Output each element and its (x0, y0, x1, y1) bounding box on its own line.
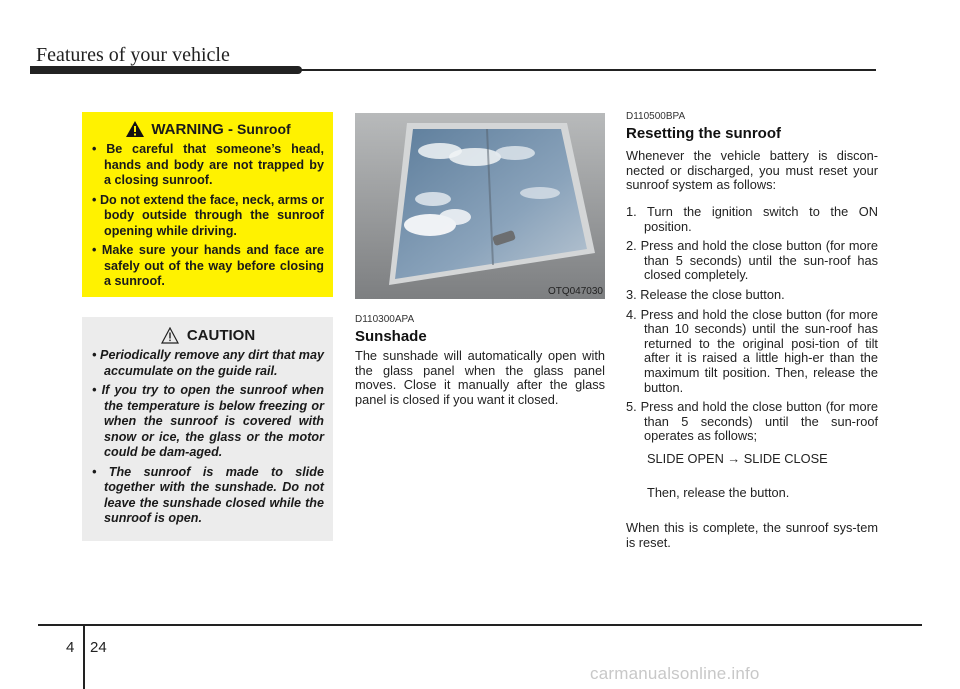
warning-subtitle: Sunroof (237, 121, 291, 137)
caution-header (92, 327, 324, 344)
warning-box (82, 112, 333, 297)
warning-item: • Make sure your hands and face are safely out of the way before closing a sunroof. (92, 243, 324, 290)
warning-item: • Be careful that someone’s head, hands and body are not trapped by a closing sunroof. (92, 142, 324, 189)
header-rule-thick (30, 66, 302, 74)
reset-heading: Resetting the sunroof (626, 125, 782, 142)
reset-step: 3. Release the close button. (626, 286, 785, 302)
warning-header (92, 120, 324, 138)
caution-item: • If you try to open the sunroof when the temperature is below freezing or when the sunroof is covered with snow or ice, the glass or the motor could be dam-aged. (92, 383, 324, 461)
sunshade-heading: Sunshade (355, 328, 427, 345)
release-instruction: Then, release the button. (647, 485, 790, 500)
page-header-title: Features of your vehicle (36, 44, 230, 66)
caution-triangle-icon (161, 327, 179, 344)
sunshade-code: D110300APA (355, 314, 415, 325)
caution-list (92, 348, 324, 527)
warning-item: • Do not extend the face, neck, arms or body outside through the sunroof opening while driving. (92, 193, 324, 240)
slide-sequence: SLIDE OPEN → SLIDE CLOSE (647, 451, 828, 466)
reset-step: 2. Press and hold the close button (for more than 5 seconds) until the sun-roof has closed completely. (626, 238, 878, 283)
reset-steps (626, 205, 878, 449)
sunroof-photo (355, 113, 605, 299)
sunroof-illustration (355, 113, 605, 299)
reset-step: 1. Turn the ignition switch to the ON position. (626, 204, 878, 234)
watermark: carmanualsonline.info (590, 664, 760, 683)
page-number: 24 (90, 639, 107, 656)
photo-code: OTQ047030 (547, 286, 603, 297)
footer-rule (38, 624, 922, 626)
header-rule-thin (290, 69, 876, 71)
reset-intro: Whenever the vehicle battery is discon-nected or discharged, you must reset your sunroof system as follows: (626, 148, 878, 193)
caution-title: CAUTION (186, 327, 256, 344)
caution-item: • Periodically remove any dirt that may accumulate on the guide rail. (92, 348, 324, 379)
warning-triangle-icon (125, 120, 145, 138)
reset-outro: When this is complete, the sunroof sys-tem is reset. (626, 520, 878, 550)
warning-list (92, 142, 324, 290)
reset-step: 4. Press and hold the close button (for more than 10 seconds) until the sun-roof has returned to the original posi-tion of tilt after it is raised a little high-er than the maximum tilt position. Then, release the button. (626, 306, 878, 395)
caution-item: • The sunroof is made to slide together with the sunshade. Do not leave the sunshade closed while the sunroof is open. (92, 465, 324, 527)
reset-step: 5. Press and hold the close button (for more than 5 seconds) until the sun-roof operates as follows; (626, 399, 878, 444)
sunshade-text: The sunshade will automatically open with the glass panel when the glass panel moves. Close it manually after the glass panel is closed if you want it closed. (355, 348, 605, 407)
reset-code: D110500BPA (626, 111, 686, 122)
chapter-number: 4 (66, 639, 75, 656)
caution-box (82, 317, 333, 541)
footer-divider (83, 624, 85, 689)
warning-title: WARNING - (151, 120, 233, 138)
